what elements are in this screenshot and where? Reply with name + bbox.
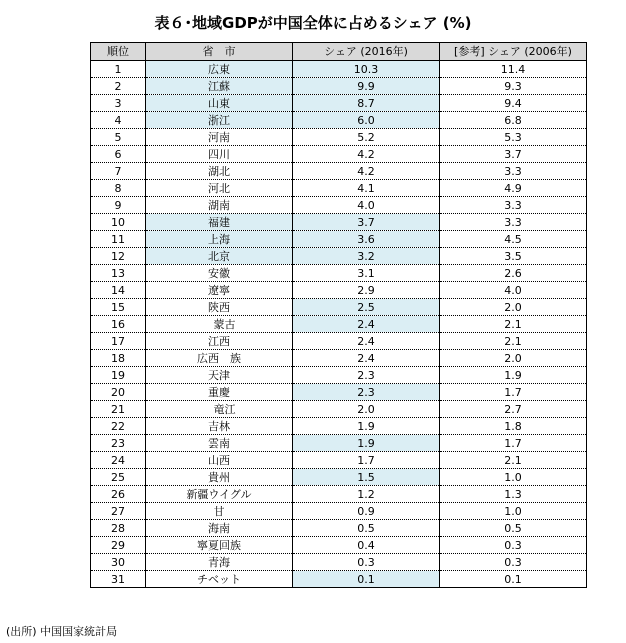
table-header-row bbox=[91, 43, 587, 61]
province-cell: 竜江 bbox=[146, 401, 293, 418]
rank-cell: 14 bbox=[91, 282, 146, 299]
table-row bbox=[91, 401, 587, 418]
table-row bbox=[91, 554, 587, 571]
rank-cell: 10 bbox=[91, 214, 146, 231]
share-2016-cell: 0.3 bbox=[293, 554, 440, 571]
rank-cell: 18 bbox=[91, 350, 146, 367]
table-row bbox=[91, 197, 587, 214]
province-cell: 寧夏回族 bbox=[146, 537, 293, 554]
table-body bbox=[91, 61, 587, 588]
province-cell: 福建 bbox=[146, 214, 293, 231]
share-2016-cell: 2.3 bbox=[293, 367, 440, 384]
table-row bbox=[91, 248, 587, 265]
share-2016-cell: 9.9 bbox=[293, 78, 440, 95]
province-cell: 広東 bbox=[146, 61, 293, 78]
share-2006-cell: 3.3 bbox=[440, 197, 587, 214]
province-cell: 遼寧 bbox=[146, 282, 293, 299]
table-row bbox=[91, 163, 587, 180]
rank-cell: 22 bbox=[91, 418, 146, 435]
rank-cell: 20 bbox=[91, 384, 146, 401]
table-row bbox=[91, 418, 587, 435]
share-2006-cell: 9.4 bbox=[440, 95, 587, 112]
province-cell: 広西 族 bbox=[146, 350, 293, 367]
province-cell: 天津 bbox=[146, 367, 293, 384]
share-2006-cell: 3.5 bbox=[440, 248, 587, 265]
share-2016-cell: 2.4 bbox=[293, 316, 440, 333]
province-cell: 重慶 bbox=[146, 384, 293, 401]
rank-cell: 12 bbox=[91, 248, 146, 265]
province-cell: 北京 bbox=[146, 248, 293, 265]
table-row bbox=[91, 231, 587, 248]
header-share-2006: [参考] シェア (2006年) bbox=[440, 43, 587, 61]
share-2016-cell: 0.1 bbox=[293, 571, 440, 588]
share-2006-cell: 11.4 bbox=[440, 61, 587, 78]
rank-cell: 2 bbox=[91, 78, 146, 95]
share-2006-cell: 3.3 bbox=[440, 214, 587, 231]
rank-cell: 7 bbox=[91, 163, 146, 180]
table-row bbox=[91, 503, 587, 520]
table-row bbox=[91, 367, 587, 384]
province-cell: 江蘇 bbox=[146, 78, 293, 95]
share-2006-cell: 2.1 bbox=[440, 316, 587, 333]
province-cell: 河北 bbox=[146, 180, 293, 197]
share-2006-cell: 2.1 bbox=[440, 452, 587, 469]
gdp-share-table bbox=[90, 42, 587, 588]
table-title: 表６･地域GDPが中国全体に占めるシェア (%) bbox=[154, 14, 472, 32]
table-row bbox=[91, 282, 587, 299]
share-2006-cell: 1.7 bbox=[440, 384, 587, 401]
rank-cell: 3 bbox=[91, 95, 146, 112]
share-2006-cell: 2.0 bbox=[440, 299, 587, 316]
share-2016-cell: 0.9 bbox=[293, 503, 440, 520]
header-rank: 順位 bbox=[91, 43, 146, 61]
share-2006-cell: 9.3 bbox=[440, 78, 587, 95]
share-2016-cell: 3.2 bbox=[293, 248, 440, 265]
rank-cell: 30 bbox=[91, 554, 146, 571]
table-row bbox=[91, 146, 587, 163]
share-2006-cell: 6.8 bbox=[440, 112, 587, 129]
table-row bbox=[91, 571, 587, 588]
rank-cell: 8 bbox=[91, 180, 146, 197]
share-2016-cell: 2.3 bbox=[293, 384, 440, 401]
rank-cell: 17 bbox=[91, 333, 146, 350]
rank-cell: 15 bbox=[91, 299, 146, 316]
province-cell: 山東 bbox=[146, 95, 293, 112]
rank-cell: 1 bbox=[91, 61, 146, 78]
share-2006-cell: 0.1 bbox=[440, 571, 587, 588]
table-row bbox=[91, 435, 587, 452]
share-2016-cell: 0.4 bbox=[293, 537, 440, 554]
table-row bbox=[91, 129, 587, 146]
share-2016-cell: 1.9 bbox=[293, 435, 440, 452]
province-cell: 湖北 bbox=[146, 163, 293, 180]
table-row bbox=[91, 316, 587, 333]
share-2016-cell: 0.5 bbox=[293, 520, 440, 537]
share-2016-cell: 2.4 bbox=[293, 350, 440, 367]
rank-cell: 29 bbox=[91, 537, 146, 554]
share-2006-cell: 3.3 bbox=[440, 163, 587, 180]
province-cell: 陝西 bbox=[146, 299, 293, 316]
table-row bbox=[91, 537, 587, 554]
share-2016-cell: 6.0 bbox=[293, 112, 440, 129]
share-2006-cell: 1.3 bbox=[440, 486, 587, 503]
province-cell: 江西 bbox=[146, 333, 293, 350]
share-2016-cell: 3.6 bbox=[293, 231, 440, 248]
share-2016-cell: 4.2 bbox=[293, 163, 440, 180]
table-row bbox=[91, 214, 587, 231]
share-2006-cell: 2.1 bbox=[440, 333, 587, 350]
province-cell: 山西 bbox=[146, 452, 293, 469]
rank-cell: 16 bbox=[91, 316, 146, 333]
rank-cell: 26 bbox=[91, 486, 146, 503]
share-2016-cell: 1.7 bbox=[293, 452, 440, 469]
province-cell: チベット bbox=[146, 571, 293, 588]
province-cell: 甘 bbox=[146, 503, 293, 520]
share-2016-cell: 4.1 bbox=[293, 180, 440, 197]
province-cell: 上海 bbox=[146, 231, 293, 248]
share-2016-cell: 4.2 bbox=[293, 146, 440, 163]
share-2006-cell: 0.5 bbox=[440, 520, 587, 537]
share-2016-cell: 1.5 bbox=[293, 469, 440, 486]
share-2006-cell: 4.5 bbox=[440, 231, 587, 248]
share-2016-cell: 2.9 bbox=[293, 282, 440, 299]
rank-cell: 21 bbox=[91, 401, 146, 418]
rank-cell: 31 bbox=[91, 571, 146, 588]
rank-cell: 9 bbox=[91, 197, 146, 214]
share-2006-cell: 1.0 bbox=[440, 503, 587, 520]
province-cell: 海南 bbox=[146, 520, 293, 537]
share-2006-cell: 1.7 bbox=[440, 435, 587, 452]
share-2006-cell: 4.0 bbox=[440, 282, 587, 299]
header-share-2016: シェア (2016年) bbox=[293, 43, 440, 61]
share-2006-cell: 2.7 bbox=[440, 401, 587, 418]
province-cell: 青海 bbox=[146, 554, 293, 571]
share-2016-cell: 3.7 bbox=[293, 214, 440, 231]
share-2016-cell: 2.4 bbox=[293, 333, 440, 350]
province-cell: 貴州 bbox=[146, 469, 293, 486]
rank-cell: 5 bbox=[91, 129, 146, 146]
header-province: 省 市 bbox=[146, 43, 293, 61]
rank-cell: 28 bbox=[91, 520, 146, 537]
province-cell: 河南 bbox=[146, 129, 293, 146]
share-2016-cell: 5.2 bbox=[293, 129, 440, 146]
share-2006-cell: 1.9 bbox=[440, 367, 587, 384]
share-2016-cell: 1.9 bbox=[293, 418, 440, 435]
province-cell: 四川 bbox=[146, 146, 293, 163]
share-2016-cell: 2.5 bbox=[293, 299, 440, 316]
province-cell: 安徽 bbox=[146, 265, 293, 282]
share-2016-cell: 4.0 bbox=[293, 197, 440, 214]
share-2016-cell: 2.0 bbox=[293, 401, 440, 418]
table-row bbox=[91, 333, 587, 350]
province-cell: 新疆ウイグル bbox=[146, 486, 293, 503]
rank-cell: 13 bbox=[91, 265, 146, 282]
share-2006-cell: 3.7 bbox=[440, 146, 587, 163]
rank-cell: 6 bbox=[91, 146, 146, 163]
share-2006-cell: 2.0 bbox=[440, 350, 587, 367]
table-row bbox=[91, 112, 587, 129]
share-2006-cell: 2.6 bbox=[440, 265, 587, 282]
rank-cell: 19 bbox=[91, 367, 146, 384]
rank-cell: 23 bbox=[91, 435, 146, 452]
rank-cell: 25 bbox=[91, 469, 146, 486]
table-row bbox=[91, 61, 587, 78]
share-2006-cell: 4.9 bbox=[440, 180, 587, 197]
share-2016-cell: 10.3 bbox=[293, 61, 440, 78]
table-row bbox=[91, 469, 587, 486]
rank-cell: 11 bbox=[91, 231, 146, 248]
rank-cell: 27 bbox=[91, 503, 146, 520]
table-row bbox=[91, 95, 587, 112]
rank-cell: 4 bbox=[91, 112, 146, 129]
province-cell: 雲南 bbox=[146, 435, 293, 452]
table-row bbox=[91, 452, 587, 469]
table-row bbox=[91, 384, 587, 401]
share-2006-cell: 0.3 bbox=[440, 554, 587, 571]
table-row bbox=[91, 299, 587, 316]
province-cell: 吉林 bbox=[146, 418, 293, 435]
share-2006-cell: 1.8 bbox=[440, 418, 587, 435]
share-2016-cell: 1.2 bbox=[293, 486, 440, 503]
province-cell: 浙江 bbox=[146, 112, 293, 129]
table-row bbox=[91, 265, 587, 282]
share-2006-cell: 1.0 bbox=[440, 469, 587, 486]
table-row bbox=[91, 486, 587, 503]
share-2006-cell: 5.3 bbox=[440, 129, 587, 146]
share-2006-cell: 0.3 bbox=[440, 537, 587, 554]
share-2016-cell: 3.1 bbox=[293, 265, 440, 282]
table-row bbox=[91, 180, 587, 197]
source-note: (出所) 中国国家統計局 bbox=[6, 625, 118, 638]
table-row bbox=[91, 520, 587, 537]
province-cell: 蒙古 bbox=[146, 316, 293, 333]
province-cell: 湖南 bbox=[146, 197, 293, 214]
rank-cell: 24 bbox=[91, 452, 146, 469]
share-2016-cell: 8.7 bbox=[293, 95, 440, 112]
table-row bbox=[91, 78, 587, 95]
table-row bbox=[91, 350, 587, 367]
